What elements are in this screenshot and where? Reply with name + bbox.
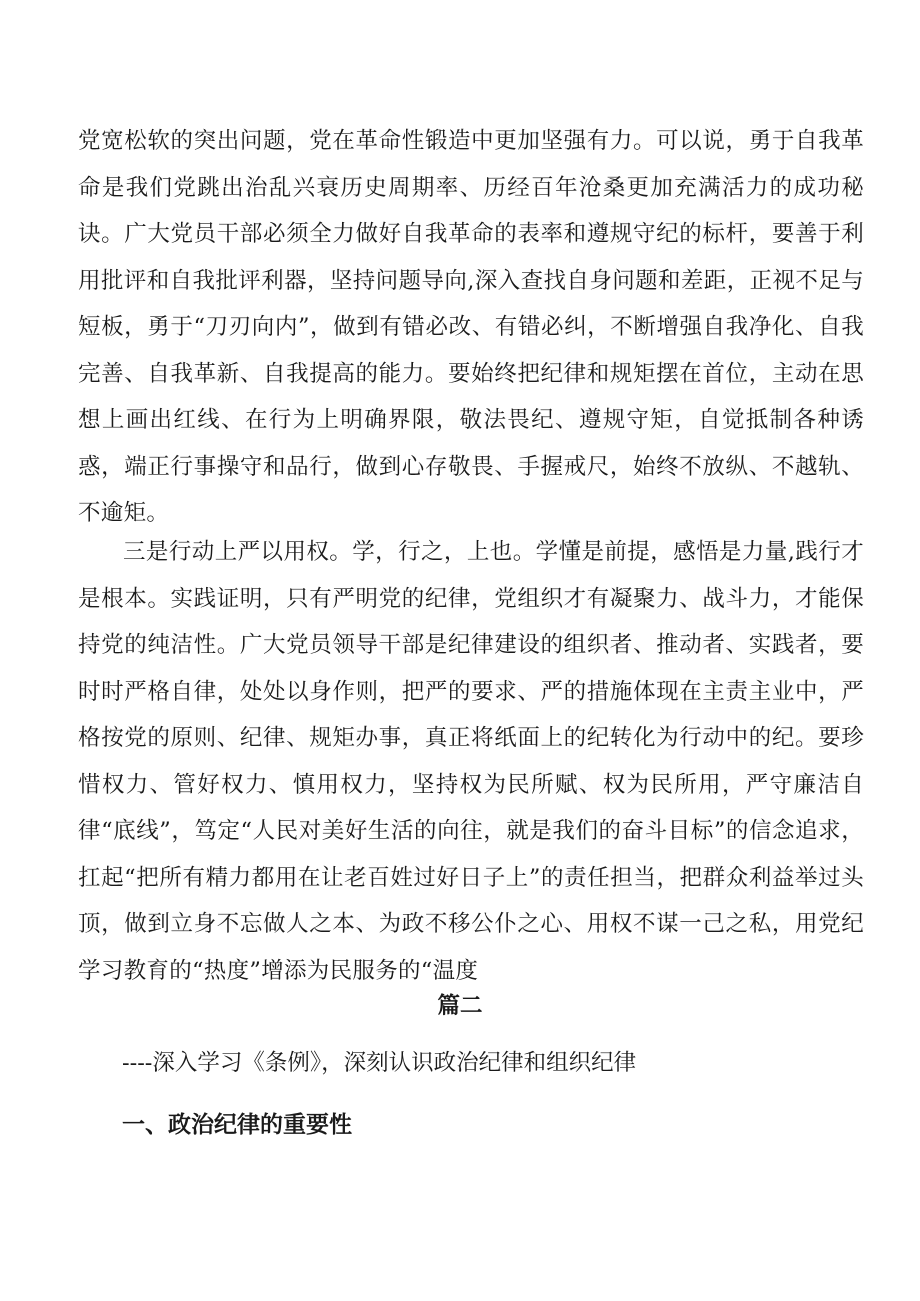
body-paragraph-1: 党宽松软的突出问题，党在革命性锻造中更加坚强有力。可以说，勇于自我革命是我们党跳出治乱兴衰历史周期率、历经百年沧桑更加充满活力的成功秘诀。广大党员干部必须全力做好自我革命的表率和遵规守纪的标杆，要善于利用批评和自我批评利器，坚持问题导向,深入查找自身问题和差距，正视不足与短板，勇于“刀刃向内”，做到有错必改、有错必纠，不断增强自我净化、自我完善、自我革新、自我提高的能力。要始终把纪律和规矩摆在首位，主动在思想上画出红线、在行为上明确界限，敬法畏纪、遵规守矩，自觉抵制各种诱惑，端正行事操守和品行，做到心存敬畏、手握戒尺，始终不放纵、不越轨、不逾矩。 <box>78 128 864 526</box>
body-paragraph-2: 三是行动上严以用权。学，行之，上也。学懂是前提，感悟是力量,践行才是根本。实践证明，只有严明党的纪律，党组织才有凝聚力、战斗力，才能保持党的纯洁性。广大党员领导干部是纪律建设的组织者、推动者、实践者，要时时严格自律，处处以身作则，把严的要求、严的措施体现在主责主业中，严格按党的原则、纪律、规矩办事，真正将纸面上的纪转化为行动中的纪。要珍惜权力、管好权力、慎用权力，坚持权为民所赋、权为民所用，严守廉洁自律“底线”，笃定“人民对美好生活的向往，就是我们的奋斗目标”的信念追求，扛起“把所有精力都用在让老百姓过好日子上”的责任担当，把群众利益举过头顶，做到立身不忘做人之本、为政不移公仆之心、用权不谋一己之私，用党纪学习教育的“热度”增添为民服务的“温度 <box>78 539 864 984</box>
section-title: 篇二 <box>437 993 483 1019</box>
section-heading: 一、政治纪律的重要性 <box>122 1112 352 1138</box>
section-subtitle: ----深入学习《条例》，深刻认识政治纪律和组织纪律 <box>122 1050 637 1076</box>
